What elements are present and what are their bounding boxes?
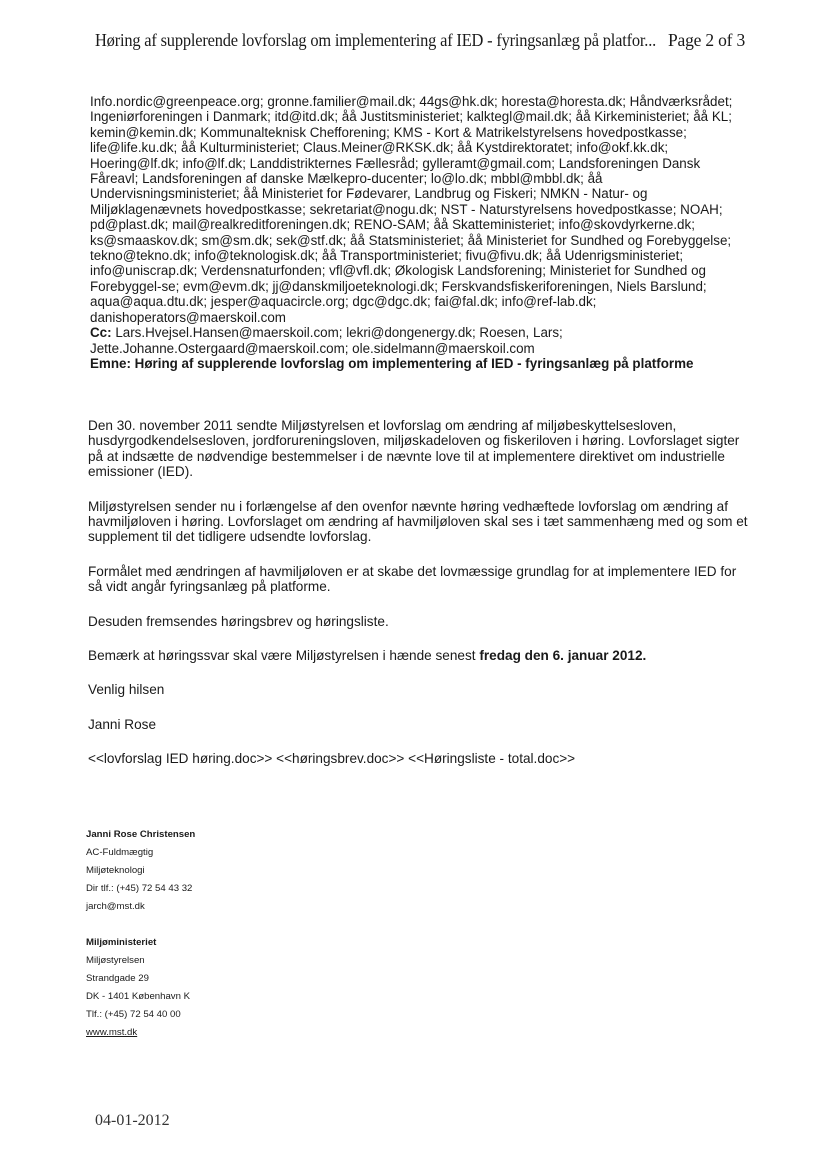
recipient-line: aqua@aqua.dtu.dk; jesper@aquacircle.org; dgc@dgc.dk; fai@fal.dk; info@ref-lab.dk; bbox=[90, 294, 597, 310]
signature-website-link[interactable]: www.mst.dk bbox=[86, 1027, 138, 1038]
signature-city: DK - 1401 København K bbox=[86, 991, 190, 1002]
signature-email[interactable]: jarch@mst.dk bbox=[86, 901, 145, 912]
paragraph: Desuden fremsendes høringsbrev og høringsliste. bbox=[88, 613, 389, 629]
recipient-line: danishoperators@maerskoil.com bbox=[90, 309, 286, 325]
deadline-date: fredag den 6. januar 2012. bbox=[479, 648, 647, 664]
recipient-line: tekno@tekno.dk; info@teknologisk.dk; åå Transportministeriet; fivu@fivu.dk; åå Udenrigsministeriet; bbox=[90, 248, 684, 264]
deadline-paragraph bbox=[88, 648, 753, 663]
recipient-line: Fåreavl; Landsforeningen af danske Mælkepro-ducenter; lo@lo.dk; mbbl@mbbl.dk; åå bbox=[90, 171, 603, 187]
signature-main-phone: Tlf.: (+45) 72 54 40 00 bbox=[86, 1009, 181, 1020]
signature-person bbox=[86, 826, 195, 916]
recipient-line: Forebyggel-se; evm@evm.dk; jj@danskmiljoeteknologi.dk; Ferskvandsfiskeriforeningen, Niels Barslund; bbox=[90, 278, 707, 294]
subject-label: Emne: bbox=[90, 355, 131, 371]
paragraph: Formålet med ændringen af havmiljøloven er at skabe det lovmæssige grundlag for at implementere IED for så vidt angår fyringsanlæg på platforme. bbox=[88, 563, 737, 595]
cc-line: Jette.Johanne.Ostergaard@maerskoil.com; ole.sidelmann@maerskoil.com bbox=[90, 340, 535, 356]
signature-ministry: Miljøministeriet bbox=[86, 937, 157, 948]
signature-organisation bbox=[86, 934, 195, 1042]
recipient-line: life@life.ku.dk; åå Kulturministeriet; Claus.Meiner@RKSK.dk; åå Kystdirektoratet; info@okf.kk.dk; bbox=[90, 140, 669, 156]
letter-body bbox=[88, 418, 753, 786]
signature-street: Strandgade 29 bbox=[86, 973, 149, 984]
deadline-text: Bemærk at høringssvar skal være Miljøstyrelsen i hænde senest bbox=[88, 648, 480, 664]
paragraph: Den 30. november 2011 sendte Miljøstyrelsen et lovforslag om ændring af miljøbeskyttelsesloven, husdyrgodkendelsesloven, jordforureningsloven, miljøskadeloven og fiskeriloven i høring. Lovforslaget sigter på at indsætte de nødvendige bestemmelser i de nævnte love til at implementere direktivet om industrielle emissioner (IED). bbox=[88, 418, 740, 480]
recipient-line: info@uniscrap.dk; Verdensnaturfonden; vfl@vfl.dk; Økologisk Landsforening; Ministeriet for Sundhed og bbox=[90, 263, 706, 279]
cc-line bbox=[90, 325, 750, 340]
sender-name: Janni Rose bbox=[88, 716, 157, 732]
signature-phone: Dir tlf.: (+45) 72 54 43 32 bbox=[86, 883, 193, 894]
recipient-line: pd@plast.dk; mail@realkreditforeningen.dk; RENO-SAM; åå Skatteministeriet; info@skovdyrkerne.dk; bbox=[90, 217, 695, 233]
cc-label: Cc: bbox=[90, 325, 112, 341]
footer-date: 04-01-2012 bbox=[95, 1112, 170, 1129]
page-number: Page 2 of 3 bbox=[667, 30, 745, 50]
attachments-list: <<lovforslag IED høring.doc>> <<høringsbrev.doc>> <<Høringsliste - total.doc>> bbox=[88, 751, 576, 767]
document-title: Høring af supplerende lovforslag om implementering af IED - fyringsanlæg på platfor... bbox=[95, 30, 657, 50]
signature-role: AC-Fuldmægtig bbox=[86, 847, 154, 858]
signature-department: Miljøteknologi bbox=[86, 865, 145, 876]
recipient-line: Ingeniørforeningen i Danmark; itd@itd.dk; åå Justitsministeriet; kalktegl@mail.dk; åå Kirkeministeriet; åå KL; bbox=[90, 109, 732, 125]
subject-value: Høring af supplerende lovforslag om implementering af IED - fyringsanlæg på platforme bbox=[134, 355, 694, 371]
signature-agency: Miljøstyrelsen bbox=[86, 955, 145, 966]
recipient-line: ks@smaaskov.dk; sm@sm.dk; sek@stf.dk; åå Statsministeriet; åå Ministeriet for Sundhed og Forebyggelse; bbox=[90, 232, 732, 248]
recipient-line: Undervisningsministeriet; åå Ministeriet for Fødevarer, Landbrug og Fiskeri; NMKN - Natur- og bbox=[90, 186, 648, 202]
paragraph: Miljøstyrelsen sender nu i forlængelse af den ovenfor nævnte høring vedhæftede lovforslag om ændring af havmiljøloven i høring. Lovforslaget om ændring af havmiljøloven skal ses i tæt sammenhæng med og som et supplement til det tidligere udsendte lovforslag. bbox=[88, 498, 748, 545]
cc-value: Lars.Hvejsel.Hansen@maerskoil.com; lekri@dongenergy.dk; Roesen, Lars; bbox=[115, 325, 563, 341]
subject-line bbox=[90, 356, 750, 371]
recipient-line: kemin@kemin.dk; Kommunalteknisk Chefforening; KMS - Kort & Matrikelstyrelsens hovedpostkasse; bbox=[90, 124, 687, 140]
recipients-block bbox=[90, 94, 750, 371]
recipient-line: Info.nordic@greenpeace.org; gronne.familier@mail.dk; 44gs@hk.dk; horesta@horesta.dk; Håndværksrådet; bbox=[90, 94, 733, 109]
page-header bbox=[95, 30, 745, 51]
recipient-line: Hoering@lf.dk; info@lf.dk; Landdistrikternes Fællesråd; gylleramt@gmail.com; Landsforeningen Dansk bbox=[90, 155, 701, 171]
email-signature bbox=[86, 826, 195, 1060]
greeting: Venlig hilsen bbox=[88, 682, 165, 698]
recipient-line: Miljøklagenævnets hovedpostkasse; sekretariat@nogu.dk; NST - Naturstyrelsens hovedpostkasse; NOAH; bbox=[90, 201, 723, 217]
signature-name: Janni Rose Christensen bbox=[86, 829, 196, 840]
